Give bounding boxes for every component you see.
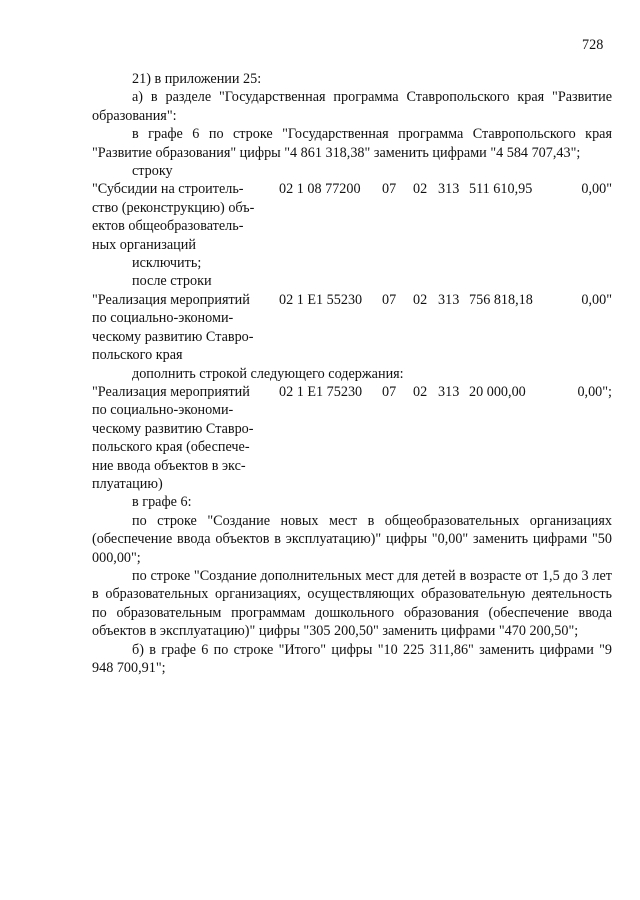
graph6-label: в графе 6: (132, 494, 192, 511)
exclude-label: исключить; (132, 255, 202, 272)
table-row (92, 291, 612, 365)
row-amount-2: 0,00" (581, 181, 612, 198)
row-name: "Реализация мероприятий по социально-экономи- ческому развитию Ставро- польского края (92, 291, 254, 364)
row-type: 313 (438, 383, 460, 400)
row-amount-2: 0,00" (581, 291, 612, 308)
row-name: "Субсидии на строитель- ство (реконструкцию) объ- ектов общеобразователь- ных организаций (92, 181, 255, 253)
row-code: 02 1 Е1 55230 (279, 291, 363, 308)
new-places-paragraph: по строке "Создание новых мест в общеобразовательных организациях (обеспечение ввода объектов в эксплуатацию)" цифры "0,00" заменить цифрами "50 000,00"; (92, 512, 612, 566)
table-row (92, 180, 612, 254)
row-amount-2: 0,00"; (577, 383, 612, 400)
item-21-heading: 21) в приложении 25: (132, 71, 262, 87)
stroku-label: строку (132, 163, 173, 180)
document-body (92, 70, 612, 677)
page-number: 728 (582, 37, 604, 53)
row-section: 07 (382, 181, 397, 198)
row-name: "Реализация мероприятий по социально-экономи- ческому развитию Ставро- польского края (обеспече- ние ввода объектов в экс- плуатацию) (92, 383, 254, 492)
row-amount: 511 610,95 (469, 181, 533, 198)
row-subsection: 02 (413, 383, 428, 400)
after-row-label: после строки (132, 273, 212, 290)
row-amount: 20 000,00 (469, 383, 526, 400)
row-code: 02 1 Е1 75230 (279, 383, 363, 400)
row-type: 313 (438, 181, 460, 198)
row-section: 07 (382, 383, 397, 400)
row-subsection: 02 (413, 181, 428, 198)
row-subsection: 02 (413, 291, 428, 308)
table-row (92, 383, 612, 493)
add-row-label: дополнить строкой следующего содержания: (132, 365, 404, 382)
graph6-total-paragraph: в графе 6 по строке "Государственная программа Ставропольского края "Развитие образования" цифры "4 861 318,38" заменить цифрами "4 584 707,43"; (92, 126, 612, 161)
subitem-b-paragraph: б) в графе 6 по строке "Итого" цифры "10 225 311,86" заменить цифрами "9 948 700,91"; (92, 641, 612, 676)
row-code: 02 1 08 77200 (279, 181, 361, 198)
row-amount: 756 818,18 (469, 291, 533, 308)
row-type: 313 (438, 291, 460, 308)
subitem-a-paragraph: а) в разделе "Государственная программа Ставропольского края "Развитие образования": (92, 89, 612, 124)
extra-places-paragraph: по строке "Создание дополнительных мест для детей в возрасте от 1,5 до 3 лет в образовательных организациях, осуществляющих образовательную деятельность по образовательным программам дошкольного образования (обеспечение ввода объектов в эксплуатацию)" цифры "305 200,50" заменить цифрами "470 200,50"; (92, 567, 612, 640)
row-section: 07 (382, 291, 397, 308)
